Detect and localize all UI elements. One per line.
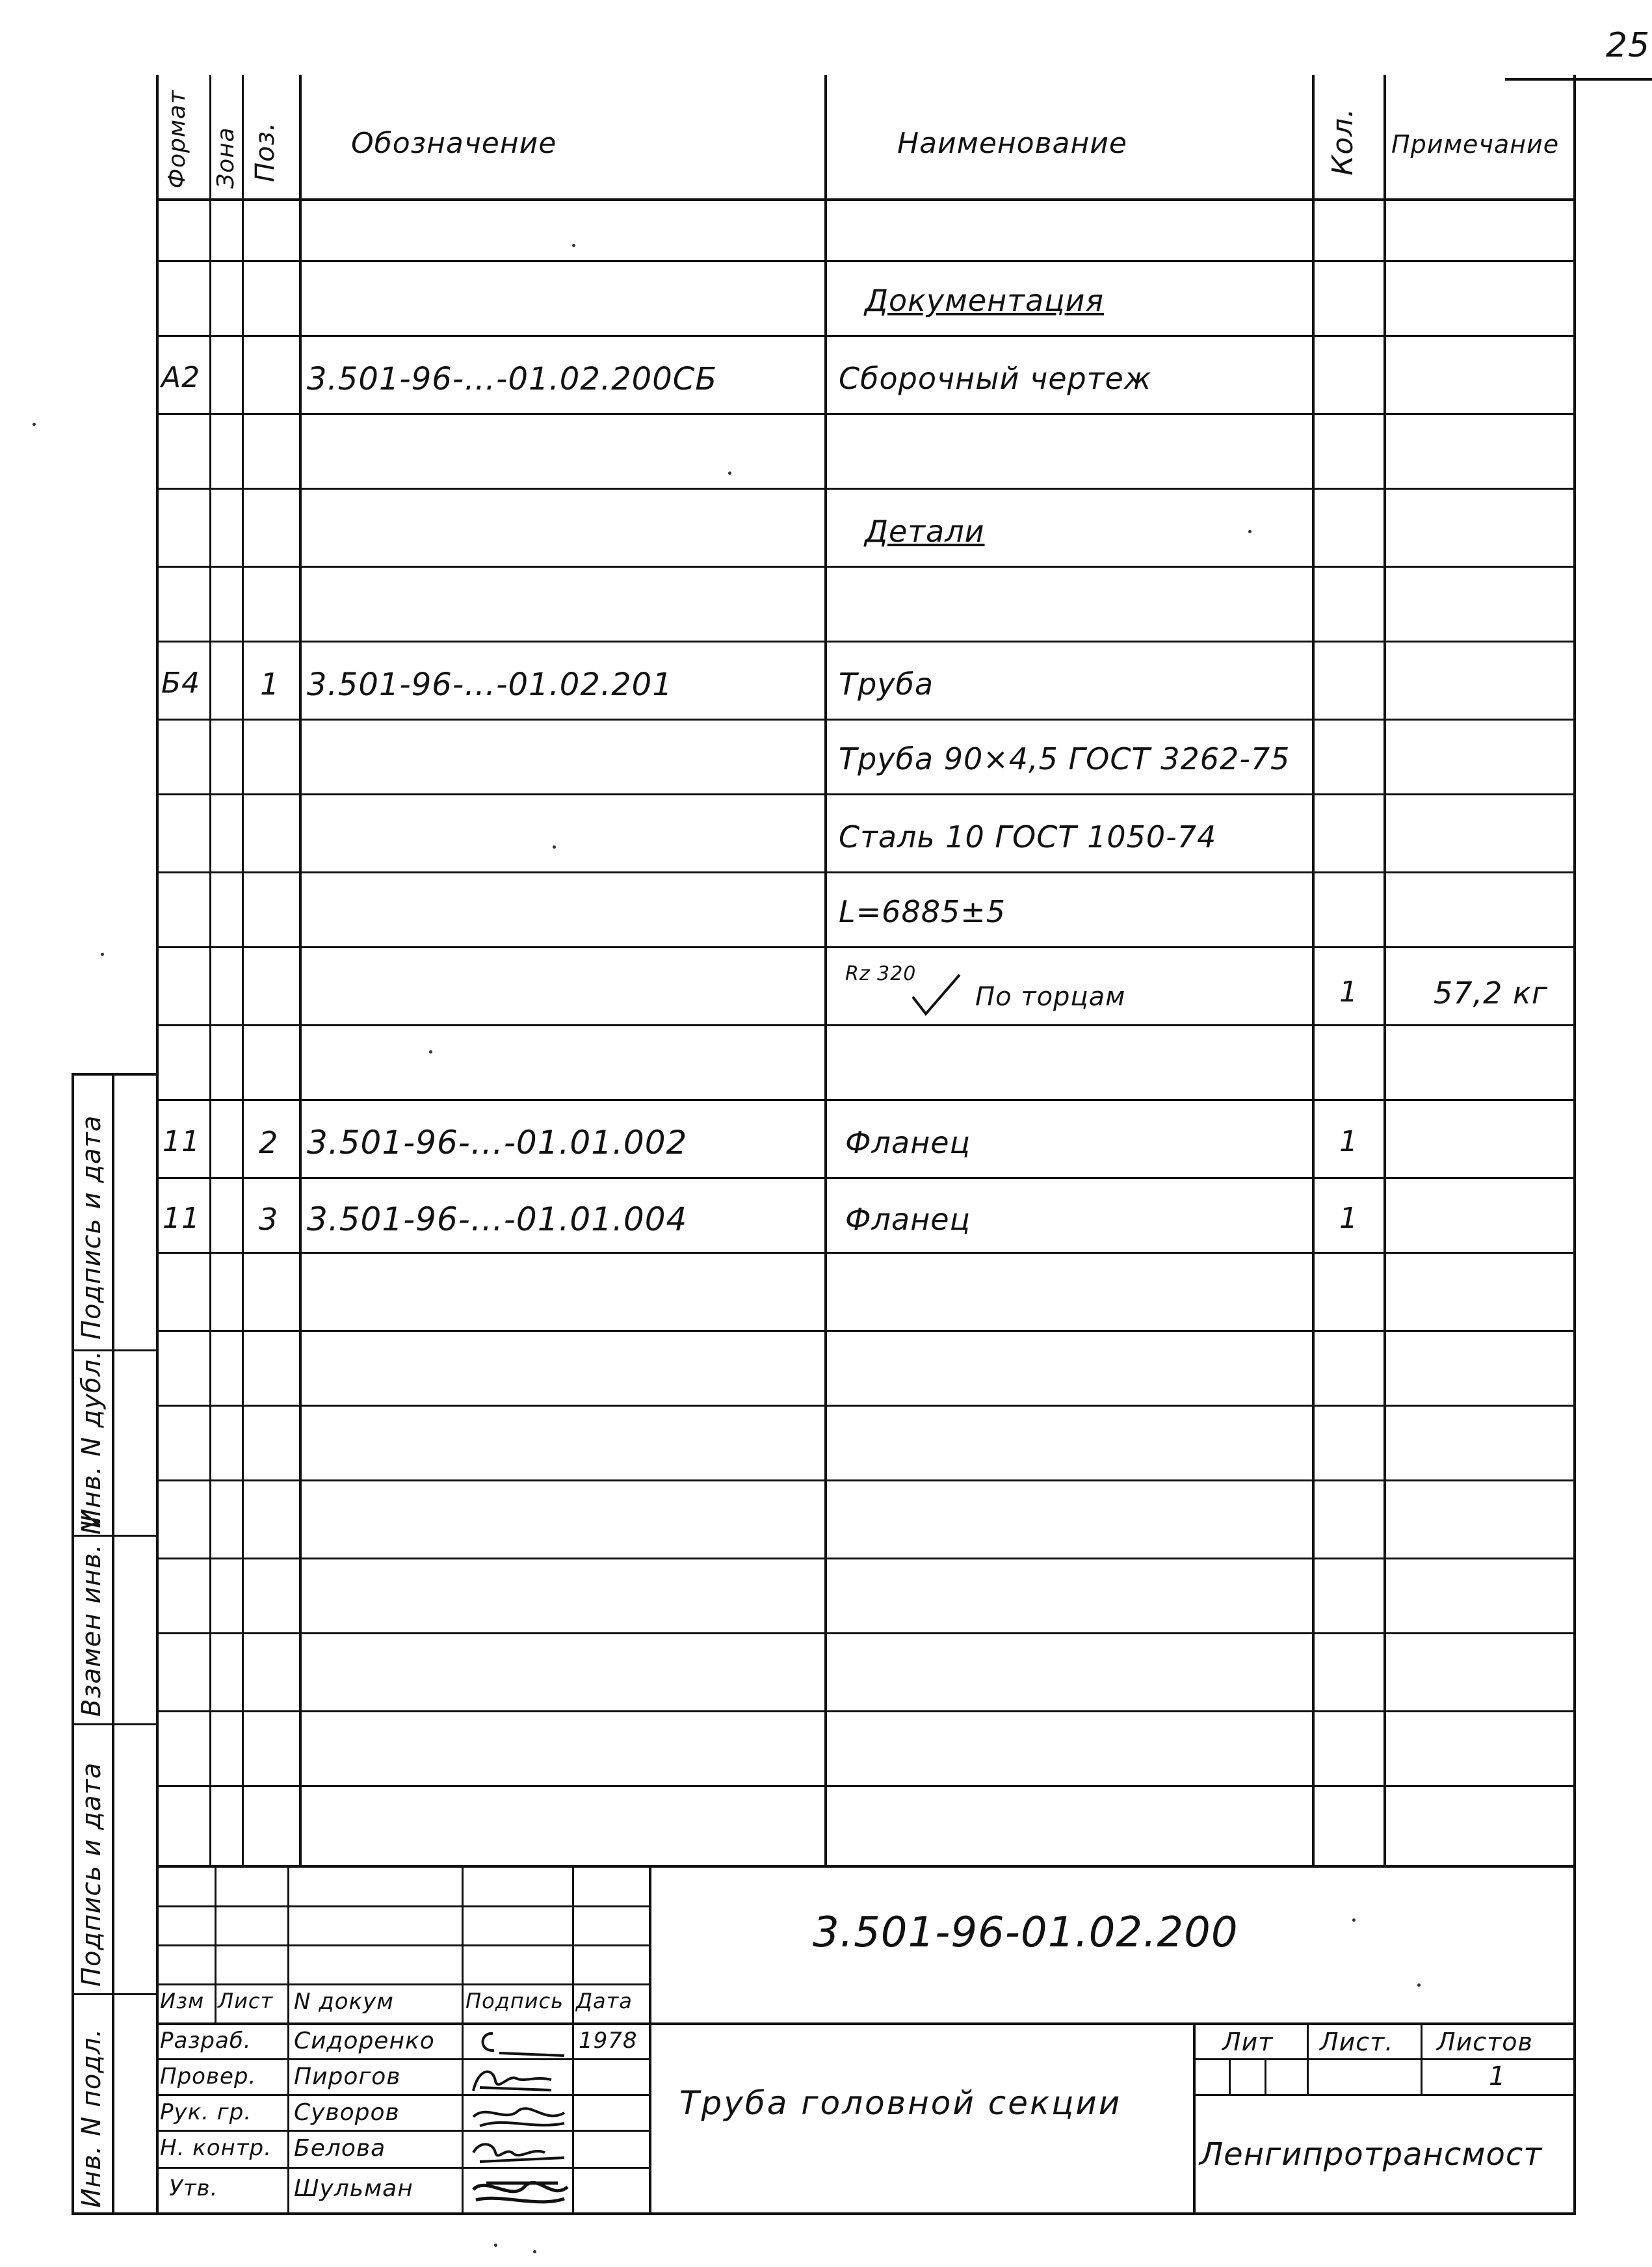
row-name: Фланец bbox=[845, 1202, 971, 1237]
row-qty: 1 bbox=[1339, 975, 1358, 1009]
side-line bbox=[72, 1073, 74, 2214]
row-name: Фланец bbox=[845, 1125, 971, 1160]
side-label-replace-inv: Взамен инв. N bbox=[77, 1515, 107, 1717]
roughness-value: Rz 320 bbox=[845, 962, 917, 985]
row-line bbox=[156, 1177, 1576, 1179]
tb-line bbox=[156, 2130, 650, 2132]
scan-speck bbox=[101, 953, 104, 956]
signature-image bbox=[467, 2026, 571, 2062]
row-name: L=6885±5 bbox=[839, 894, 1006, 929]
sheet-number-underline bbox=[1505, 78, 1652, 81]
scan-speck bbox=[494, 2244, 497, 2247]
col-line bbox=[299, 75, 302, 1866]
roughness-check-icon bbox=[910, 972, 962, 1018]
row-line bbox=[156, 488, 1576, 490]
row-designation: 3.501-96-…-01.02.200СБ bbox=[307, 361, 718, 397]
row-format: 11 bbox=[163, 1202, 200, 1235]
tb-line bbox=[1265, 2058, 1266, 2095]
tb-line bbox=[462, 1866, 464, 2214]
signature-image bbox=[467, 2097, 571, 2133]
row-name: Сборочный чертеж bbox=[839, 361, 1152, 396]
row-line bbox=[156, 1024, 1576, 1026]
tb-line bbox=[156, 2212, 1576, 2215]
section-heading: Документация bbox=[865, 283, 1105, 318]
scan-speck bbox=[1352, 1918, 1356, 1922]
tb-line bbox=[156, 2167, 650, 2169]
side-label-signature-date: Подпись и дата bbox=[77, 1762, 107, 1987]
tb-line bbox=[649, 1866, 651, 2214]
tb-line bbox=[1193, 2094, 1576, 2096]
tb-line bbox=[156, 2094, 650, 2096]
sheets-value: 1 bbox=[1489, 2062, 1506, 2091]
row-qty: 1 bbox=[1339, 1202, 1358, 1235]
role-date: 1978 bbox=[579, 2028, 638, 2054]
row-name: Сталь 10 ГОСТ 1050-74 bbox=[839, 819, 1217, 855]
scan-speck bbox=[1248, 530, 1252, 533]
scan-speck bbox=[33, 423, 36, 426]
row-line bbox=[156, 719, 1576, 721]
col-sign: Подпись bbox=[465, 1989, 564, 2013]
tb-line bbox=[156, 1983, 650, 1985]
side-line bbox=[112, 1073, 114, 2214]
header-qty: Кол. bbox=[1326, 107, 1359, 176]
scan-speck bbox=[728, 471, 731, 475]
row-pos: 1 bbox=[260, 667, 280, 702]
tb-line bbox=[156, 1905, 650, 1907]
role-name: Сидоренко bbox=[294, 2028, 435, 2054]
tb-line bbox=[156, 1944, 650, 1946]
side-label-original-inv: Инв. N подл. bbox=[77, 2028, 107, 2208]
tb-line bbox=[215, 1866, 216, 2022]
signature-image bbox=[467, 2133, 571, 2169]
tb-line bbox=[572, 1866, 574, 2214]
col-line bbox=[1573, 75, 1576, 2214]
row-name: По торцам bbox=[975, 982, 1126, 1012]
scan-speck bbox=[553, 845, 556, 849]
sheets-label: Листов bbox=[1437, 2028, 1533, 2056]
side-line bbox=[72, 1723, 157, 1725]
scan-speck bbox=[572, 244, 575, 247]
col-docnum: N докум bbox=[294, 1989, 394, 2015]
row-line bbox=[156, 198, 1576, 201]
row-line bbox=[156, 260, 1576, 262]
side-line bbox=[72, 1073, 157, 1076]
row-designation: 3.501-96-…-01.01.002 bbox=[307, 1124, 688, 1161]
row-line bbox=[156, 1632, 1576, 1634]
header-name: Наименование bbox=[897, 127, 1127, 160]
role-name: Белова bbox=[294, 2135, 386, 2162]
signature-image bbox=[467, 2062, 571, 2097]
tb-line bbox=[156, 2022, 1576, 2025]
row-line bbox=[156, 1785, 1576, 1787]
tb-line bbox=[156, 2058, 650, 2060]
row-line bbox=[156, 335, 1576, 337]
role-label: Разраб. bbox=[160, 2028, 252, 2054]
role-label: Провер. bbox=[160, 2063, 257, 2089]
header-pos: Поз. bbox=[250, 122, 280, 182]
header-note: Примечание bbox=[1391, 130, 1560, 159]
row-line bbox=[156, 1865, 1576, 1868]
row-note: 57,2 кг bbox=[1434, 975, 1548, 1011]
tb-line bbox=[1193, 2058, 1576, 2060]
row-name: Труба 90×4,5 ГОСТ 3262-75 bbox=[839, 741, 1291, 776]
row-line bbox=[156, 793, 1576, 795]
row-pos: 3 bbox=[259, 1202, 279, 1237]
signature-image bbox=[467, 2170, 571, 2209]
tb-line bbox=[1229, 2058, 1231, 2095]
role-name: Суворов bbox=[294, 2099, 400, 2126]
row-format: Б4 bbox=[161, 667, 201, 700]
row-line bbox=[156, 946, 1576, 948]
row-format: 11 bbox=[163, 1125, 200, 1158]
lit-label: Лит bbox=[1222, 2028, 1274, 2056]
col-line bbox=[242, 75, 244, 1866]
sheet-number: 25 bbox=[1606, 26, 1651, 65]
role-name: Пирогов bbox=[294, 2063, 401, 2090]
col-list: Лист bbox=[218, 1989, 274, 2013]
row-line bbox=[156, 641, 1576, 643]
scan-speck bbox=[429, 1050, 432, 1054]
header-format: Формат bbox=[164, 89, 190, 189]
side-line bbox=[72, 1993, 157, 1995]
side-label-signature-date: Подпись и дата bbox=[77, 1115, 107, 1340]
tb-line bbox=[287, 1866, 289, 2214]
col-line bbox=[209, 75, 211, 1866]
organization: Ленгипротрансмост bbox=[1200, 2136, 1543, 2173]
side-line bbox=[72, 2212, 157, 2215]
doc-number: 3.501-96-01.02.200 bbox=[813, 1909, 1239, 1957]
drawing-title: Труба головной секции bbox=[679, 2084, 1122, 2122]
col-line bbox=[156, 75, 159, 2214]
row-line bbox=[156, 1558, 1576, 1559]
col-date: Дата bbox=[576, 1989, 633, 2013]
sheet-label: Лист. bbox=[1320, 2028, 1394, 2056]
scan-speck bbox=[533, 2250, 536, 2253]
col-line bbox=[1383, 75, 1386, 1866]
row-name: Труба bbox=[839, 667, 934, 702]
role-name: Шульман bbox=[294, 2175, 413, 2202]
row-pos: 2 bbox=[259, 1125, 279, 1160]
row-qty: 1 bbox=[1339, 1125, 1358, 1158]
row-format: А2 bbox=[161, 361, 201, 394]
header-zone: Зона bbox=[213, 127, 239, 189]
row-line bbox=[156, 566, 1576, 568]
role-label: Рук. гр. bbox=[160, 2099, 252, 2125]
side-label-dup-inv: Инв. N дубл. bbox=[77, 1350, 107, 1528]
col-line bbox=[1312, 75, 1315, 1866]
section-heading: Детали bbox=[865, 514, 985, 549]
role-label: Н. контр. bbox=[160, 2135, 272, 2161]
row-designation: 3.501-96-…-01.01.004 bbox=[307, 1200, 688, 1238]
row-line bbox=[156, 413, 1576, 415]
col-line bbox=[824, 75, 827, 1866]
row-designation: 3.501-96-…-01.02.201 bbox=[307, 667, 673, 703]
row-line bbox=[156, 1330, 1576, 1332]
row-line bbox=[156, 1099, 1576, 1101]
row-line bbox=[156, 1405, 1576, 1407]
row-line bbox=[156, 1710, 1576, 1712]
row-line bbox=[156, 871, 1576, 873]
tb-line bbox=[1193, 2022, 1196, 2214]
row-line bbox=[156, 1252, 1576, 1254]
scan-speck bbox=[1417, 1983, 1421, 1987]
role-label: Утв. bbox=[169, 2175, 218, 2201]
row-line bbox=[156, 1479, 1576, 1481]
col-izm: Изм bbox=[160, 1989, 205, 2013]
header-designation: Обозначение bbox=[351, 127, 557, 160]
tb-line bbox=[1307, 2022, 1309, 2095]
tb-line bbox=[1421, 2022, 1423, 2095]
